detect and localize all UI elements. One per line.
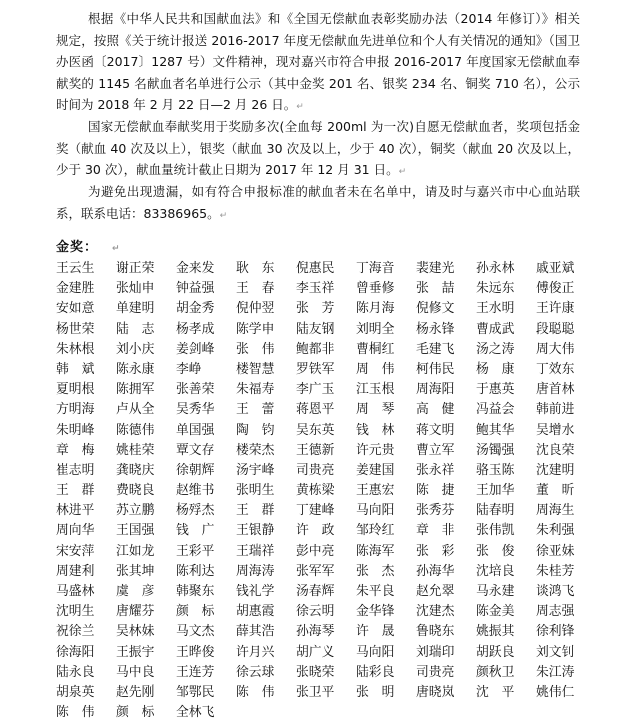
award-description-text: 国家无偿献血奉献奖用于奖励多次(全血每 200ml 为一次)自愿无偿献血者，奖项包括金奖（献血 40 次及以上），银奖（献血 30 次及以上，少于 40 次），铜奖（献血 20 次及以上，少于 30 次），献血量统计截止日期为 2017 年 12 月 31 日。 bbox=[56, 119, 580, 177]
intro-text: 根据《中华人民共和国献血法》和《全国无偿献血表彰奖励办法（2014 年修订）》相关规定，按照《关于统计报送 2016-2017 年度无偿献血先进单位和个人有关情况的通知》（国卫办医函〔2017〕1287 号）文件精神，现对嘉兴市符合申报 2016-2017 年度国家无偿献血奉献奖的 1145 名献血者名单进行公示（其中金奖 201 名、银奖 234 名、铜奖 710 名），公示时间为 2018 年 2 月 22 日—2 月 26 日。 bbox=[56, 11, 580, 112]
gold-award-name: 吴东英 bbox=[296, 422, 335, 438]
gold-award-name: 沈建杰 bbox=[416, 604, 455, 620]
gold-award-name: 张其坤 bbox=[116, 563, 155, 579]
gold-award-name: 曾垂修 bbox=[356, 281, 395, 297]
gold-award-name: 唐首林 bbox=[536, 382, 575, 398]
gold-award-name: 周建利 bbox=[56, 563, 95, 579]
gold-award-name: 张 喆 bbox=[416, 281, 455, 297]
award-description-paragraph bbox=[56, 116, 580, 184]
gold-award-name: 汤春辉 bbox=[296, 584, 335, 599]
gold-award-name: 杨 康 bbox=[476, 361, 515, 377]
gold-award-name: 王德新 bbox=[296, 442, 335, 458]
gold-award-name: 姚伟仁 bbox=[536, 684, 575, 700]
gold-award-name: 杨殍杰 bbox=[176, 503, 215, 519]
gold-award-name: 韩聚东 bbox=[176, 584, 215, 599]
gold-award-name: 卢从全 bbox=[116, 402, 155, 418]
gold-award-name: 张 俊 bbox=[476, 543, 515, 559]
gold-award-name: 吴秀华 bbox=[176, 402, 215, 418]
gold-award-name: 傅俊正 bbox=[536, 281, 575, 297]
gold-award-name: 鲁晓东 bbox=[416, 624, 455, 640]
gold-award-name: 薛其浩 bbox=[236, 624, 275, 640]
gold-award-name: 龚晓庆 bbox=[116, 462, 155, 478]
gold-award-name: 曹立军 bbox=[416, 442, 455, 458]
gold-award-name: 徐云球 bbox=[236, 664, 275, 680]
gold-award-name: 朱江涛 bbox=[536, 664, 575, 680]
contact-paragraph bbox=[56, 181, 580, 227]
gold-award-name: 曹成武 bbox=[476, 321, 515, 337]
return-mark: ↵ bbox=[219, 210, 228, 221]
gold-award-name: 胡金秀 bbox=[176, 301, 215, 317]
gold-award-name: 张晓荣 bbox=[296, 664, 335, 680]
return-mark: ↵ bbox=[112, 244, 121, 254]
gold-award-name: 祝徐兰 bbox=[56, 624, 95, 640]
gold-award-name: 沈良荣 bbox=[536, 442, 575, 458]
gold-award-name: 周 琴 bbox=[356, 402, 395, 418]
intro-paragraph bbox=[56, 8, 580, 119]
gold-award-name: 高 健 bbox=[416, 402, 455, 418]
gold-award-name: 钱 林 bbox=[356, 422, 395, 438]
gold-award-name: 陈 伟 bbox=[56, 705, 95, 721]
gold-award-name: 单建明 bbox=[116, 301, 155, 317]
gold-award-name: 陈月海 bbox=[356, 301, 395, 317]
gold-award-name: 陈德伟 bbox=[116, 422, 155, 438]
gold-award-name: 安如意 bbox=[56, 301, 95, 317]
gold-award-name: 杨孝成 bbox=[176, 321, 215, 337]
gold-award-name: 颜 标 bbox=[176, 604, 215, 620]
gold-award-name: 王瑞祥 bbox=[236, 543, 275, 559]
gold-award-name: 邹玲红 bbox=[356, 523, 395, 539]
gold-award-name: 姚桂荣 bbox=[116, 442, 155, 458]
gold-award-name: 陶 钧 bbox=[236, 422, 275, 438]
gold-award-name: 胡惠霞 bbox=[236, 604, 275, 620]
gold-award-name: 夏明根 bbox=[56, 382, 95, 398]
gold-award-name: 王 群 bbox=[56, 483, 95, 499]
gold-award-name: 刘瑞印 bbox=[416, 644, 455, 660]
gold-award-name: 钱 广 bbox=[176, 523, 215, 539]
gold-award-name: 楼智慧 bbox=[236, 361, 275, 377]
gold-award-name: 司贵亮 bbox=[296, 462, 335, 478]
gold-award-name: 张 彩 bbox=[416, 543, 455, 559]
gold-award-name: 陆永良 bbox=[56, 664, 95, 680]
gold-award-name: 曹桐红 bbox=[356, 341, 395, 357]
gold-award-name: 胡泉英 bbox=[56, 684, 95, 700]
gold-award-name: 陈永康 bbox=[116, 361, 155, 377]
gold-award-name: 王振宇 bbox=[116, 644, 155, 660]
gold-award-name: 姚振其 bbox=[476, 624, 515, 640]
gold-award-name: 苏立鹏 bbox=[116, 503, 155, 519]
gold-award-name: 章 梅 bbox=[56, 442, 95, 458]
gold-award-name: 江玉根 bbox=[356, 382, 395, 398]
gold-award-name: 骆玉陈 bbox=[476, 462, 515, 478]
gold-award-name-list bbox=[56, 259, 596, 723]
gold-award-name: 汤镯强 bbox=[476, 442, 515, 458]
gold-award-name: 鲍其华 bbox=[476, 422, 515, 438]
gold-award-name: 胡跃良 bbox=[476, 644, 515, 660]
gold-award-name: 吴增水 bbox=[536, 422, 575, 438]
gold-award-name: 刘文钊 bbox=[536, 644, 575, 660]
gold-award-name: 刘明全 bbox=[356, 321, 395, 337]
gold-award-name: 金华锋 bbox=[356, 604, 395, 620]
gold-award-name: 张永祥 bbox=[416, 462, 455, 478]
gold-award-name: 王 蕾 bbox=[236, 402, 275, 418]
gold-award-name: 许 晟 bbox=[356, 624, 395, 640]
gold-award-name: 张 杰 bbox=[356, 563, 395, 579]
gold-award-name: 汤宇峰 bbox=[236, 462, 275, 478]
gold-award-name: 陈 捷 bbox=[416, 483, 455, 499]
gold-award-name: 徐云明 bbox=[296, 604, 335, 620]
gold-award-name: 倪仲翌 bbox=[236, 301, 275, 317]
gold-award-name: 胡广义 bbox=[296, 644, 335, 660]
gold-award-name: 李玉祥 bbox=[296, 281, 335, 297]
gold-award-name: 马文杰 bbox=[176, 624, 215, 640]
gold-award-name: 段聪聪 bbox=[536, 321, 575, 337]
gold-award-name: 陆彩良 bbox=[356, 664, 395, 680]
gold-award-name: 王许康 bbox=[536, 301, 575, 317]
gold-award-name: 刘小庆 bbox=[116, 341, 155, 357]
gold-award-name: 马盛林 bbox=[56, 584, 95, 599]
gold-award-name: 单国强 bbox=[176, 422, 215, 438]
gold-award-name: 陆春明 bbox=[476, 503, 515, 519]
gold-award-name: 张明生 bbox=[236, 483, 275, 499]
gold-award-name: 朱桂芳 bbox=[536, 563, 575, 579]
gold-award-name: 王银静 bbox=[236, 523, 275, 539]
gold-award-name: 于惠英 bbox=[476, 382, 515, 398]
gold-award-name: 钟益强 bbox=[176, 281, 215, 297]
gold-award-name: 孙海华 bbox=[416, 563, 455, 579]
gold-award-name: 陈 伟 bbox=[236, 684, 275, 700]
gold-award-name: 徐利锋 bbox=[536, 624, 575, 640]
gold-award-name: 马永建 bbox=[476, 584, 515, 599]
gold-award-name: 沈明生 bbox=[56, 604, 95, 620]
gold-award-name: 覃文存 bbox=[176, 442, 215, 458]
gold-award-name: 周大伟 bbox=[536, 341, 575, 357]
gold-award-name: 王水明 bbox=[476, 301, 515, 317]
gold-award-name: 王国强 bbox=[116, 523, 155, 539]
gold-award-name: 周海涛 bbox=[236, 563, 275, 579]
gold-award-name: 林进平 bbox=[56, 503, 95, 519]
gold-award-name: 周向华 bbox=[56, 523, 95, 539]
gold-award-name: 王加华 bbox=[476, 483, 515, 499]
gold-award-name: 王 春 bbox=[236, 281, 275, 297]
gold-award-name: 张 芳 bbox=[296, 301, 335, 317]
gold-award-name: 张秀芬 bbox=[416, 503, 455, 519]
gold-award-name: 倪惠民 bbox=[296, 261, 335, 276]
gold-award-heading bbox=[56, 236, 121, 255]
gold-award-name: 彭中亮 bbox=[296, 543, 335, 559]
gold-award-name: 姜建国 bbox=[356, 462, 395, 478]
gold-award-name: 王云生 bbox=[56, 261, 95, 276]
gold-award-name: 汤之涛 bbox=[476, 341, 515, 357]
gold-award-name: 金建胜 bbox=[56, 281, 95, 297]
gold-award-name: 黄栋梁 bbox=[296, 483, 335, 499]
return-mark: ↵ bbox=[398, 167, 407, 177]
gold-award-name: 邹鄂民 bbox=[176, 684, 215, 700]
contact-text: 为避免出现遗漏，如有符合申报标准的献血者未在名单中，请及时与嘉兴市中心血站联系，联系电话：83386965。 bbox=[56, 184, 580, 221]
gold-award-name: 陈拥军 bbox=[116, 382, 155, 398]
gold-award-name: 冯益会 bbox=[476, 402, 515, 418]
gold-award-name: 马向阳 bbox=[356, 644, 395, 660]
gold-award-name: 王连芳 bbox=[176, 664, 215, 680]
gold-award-name: 马中良 bbox=[116, 664, 155, 680]
gold-award-name: 虞 彦 bbox=[116, 584, 155, 599]
gold-award-name: 谢正荣 bbox=[116, 261, 155, 276]
gold-award-name: 吴林妹 bbox=[116, 624, 155, 640]
gold-award-name: 唐耀芬 bbox=[116, 604, 155, 620]
gold-award-name: 徐亚妹 bbox=[536, 543, 575, 559]
gold-award-name: 许元贵 bbox=[356, 442, 395, 458]
gold-award-name: 陆 志 bbox=[116, 321, 155, 337]
gold-award-name: 徐朝辉 bbox=[176, 462, 215, 478]
gold-award-name: 陈海军 bbox=[356, 543, 395, 559]
gold-award-name: 鲍都非 bbox=[296, 341, 335, 357]
gold-award-name: 张伟凯 bbox=[476, 523, 515, 539]
gold-award-name: 张 伟 bbox=[236, 341, 275, 357]
gold-award-name: 王彩平 bbox=[176, 543, 215, 559]
gold-award-name: 赵允翠 bbox=[416, 584, 455, 599]
gold-award-name: 姜剑峰 bbox=[176, 341, 215, 357]
gold-award-name: 杨世荣 bbox=[56, 321, 95, 337]
gold-award-name: 章 非 bbox=[416, 523, 455, 539]
gold-award-name: 方明海 bbox=[56, 402, 95, 418]
gold-award-name: 周志强 bbox=[536, 604, 575, 620]
gold-award-name: 张卫平 bbox=[296, 684, 335, 700]
gold-award-name: 丁建峰 bbox=[296, 503, 335, 519]
gold-award-name: 李广玉 bbox=[296, 382, 335, 398]
gold-award-name: 许月兴 bbox=[236, 644, 275, 660]
gold-award-name: 丁海音 bbox=[356, 261, 395, 276]
gold-award-name: 戚亚斌 bbox=[536, 261, 575, 276]
gold-award-name: 李峥 bbox=[176, 361, 202, 377]
gold-award-name: 唐晓岚 bbox=[416, 684, 455, 700]
gold-award-name: 蒋文明 bbox=[416, 422, 455, 438]
gold-award-name: 崔志明 bbox=[56, 462, 95, 478]
gold-award-name: 朱福寿 bbox=[236, 382, 275, 398]
gold-award-name: 倪修文 bbox=[416, 301, 455, 317]
gold-award-name: 张灿申 bbox=[116, 281, 155, 297]
gold-award-name: 朱远东 bbox=[476, 281, 515, 297]
gold-award-name: 陆友钢 bbox=[296, 321, 335, 337]
gold-award-name: 颜秋卫 bbox=[476, 664, 515, 680]
gold-award-name: 耿 东 bbox=[236, 261, 275, 276]
gold-award-name: 朱林根 bbox=[56, 341, 95, 357]
gold-award-name: 蒋恩平 bbox=[296, 402, 335, 418]
gold-award-name: 丁效东 bbox=[536, 361, 575, 377]
gold-award-name: 韩前进 bbox=[536, 402, 575, 418]
gold-award-name: 朱利强 bbox=[536, 523, 575, 539]
gold-award-name: 赵先刚 bbox=[116, 684, 155, 700]
gold-award-name: 毛建飞 bbox=[416, 341, 455, 357]
gold-award-name: 金来发 bbox=[176, 261, 215, 276]
gold-award-name: 王晔俊 bbox=[176, 644, 215, 660]
gold-award-name: 朱平良 bbox=[356, 584, 395, 599]
gold-award-name: 沈建明 bbox=[536, 462, 575, 478]
gold-award-name: 孙海琴 bbox=[296, 624, 335, 640]
gold-award-name: 许 政 bbox=[296, 523, 335, 539]
gold-award-name: 江如龙 bbox=[116, 543, 155, 559]
gold-award-name: 王 群 bbox=[236, 503, 275, 519]
gold-award-name: 王惠宏 bbox=[356, 483, 395, 499]
gold-award-name: 周 伟 bbox=[356, 361, 395, 377]
gold-award-name: 陈学申 bbox=[236, 321, 275, 337]
gold-award-name: 罗铁军 bbox=[296, 361, 335, 377]
gold-award-name: 谈鸿飞 bbox=[536, 584, 575, 599]
gold-award-name: 赵维书 bbox=[176, 483, 215, 499]
gold-award-name: 董 昕 bbox=[536, 483, 575, 499]
gold-award-name: 宋安萍 bbox=[56, 543, 95, 559]
gold-award-name: 司贵亮 bbox=[416, 664, 455, 680]
gold-award-name: 沈培良 bbox=[476, 563, 515, 579]
gold-award-name: 杨永锋 bbox=[416, 321, 455, 337]
gold-award-name: 楼荣杰 bbox=[236, 442, 275, 458]
gold-award-name: 陈金美 bbox=[476, 604, 515, 620]
gold-award-name: 韩 斌 bbox=[56, 361, 95, 377]
gold-award-name: 马向阳 bbox=[356, 503, 395, 519]
gold-award-name: 颜 标 bbox=[116, 705, 155, 721]
gold-award-name: 张 明 bbox=[356, 684, 395, 700]
gold-award-name: 徐海阳 bbox=[56, 644, 95, 660]
gold-award-name: 裴建光 bbox=[416, 261, 455, 276]
gold-award-name: 朱明峰 bbox=[56, 422, 95, 438]
gold-award-name: 孙永林 bbox=[476, 261, 515, 276]
gold-award-name: 周海阳 bbox=[416, 382, 455, 398]
gold-award-name: 沈 平 bbox=[476, 684, 515, 700]
gold-award-name: 柯伟民 bbox=[416, 361, 455, 377]
gold-award-label: 金奖： bbox=[56, 240, 99, 255]
return-mark: ↵ bbox=[296, 102, 304, 112]
gold-award-name: 全林飞 bbox=[176, 705, 215, 721]
gold-award-name: 钱礼学 bbox=[236, 584, 275, 599]
gold-award-name: 周海生 bbox=[536, 503, 575, 519]
gold-award-name: 张善荣 bbox=[176, 382, 215, 398]
gold-award-name: 张军军 bbox=[296, 563, 335, 579]
gold-award-name: 陈利达 bbox=[176, 563, 215, 579]
gold-award-name: 费晓良 bbox=[116, 483, 155, 499]
